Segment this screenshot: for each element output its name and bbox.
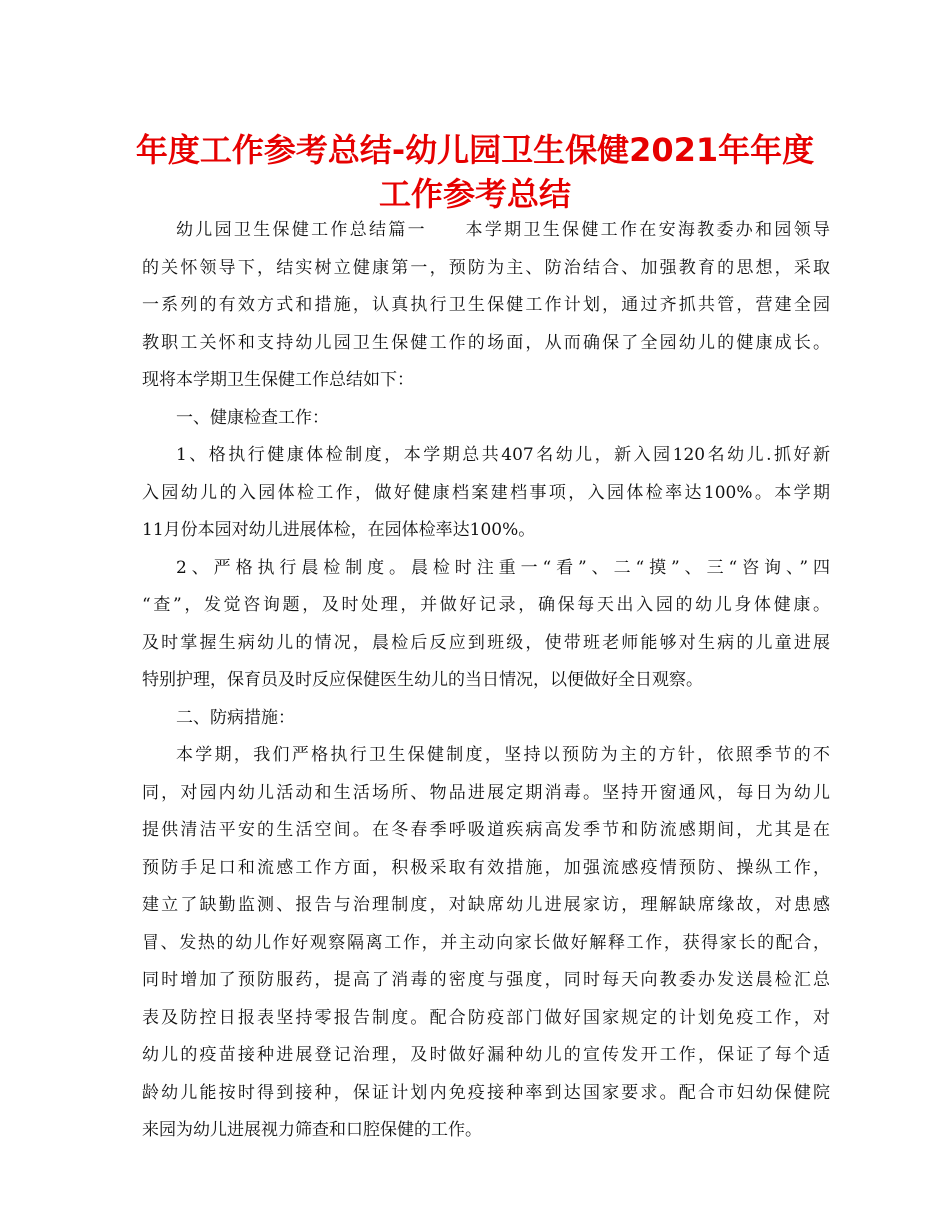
- body-line: 来园为幼儿进展视力筛查和口腔保健的工作。: [142, 1120, 482, 1140]
- body-line: 特别护理，保育员及时反应保健医生幼儿的当日情况，以便做好全日观察。: [142, 670, 703, 690]
- body-line: 同，对园内幼儿活动和生活场所、物品进展定期消毒。坚持开窗通风，每日为幼儿: [142, 782, 830, 803]
- body-line: 教职工关怀和支持幼儿园卫生保健工作的场面，从而确保了全园幼儿的健康成长。: [142, 332, 830, 353]
- body-line: 提供清洁平安的生活空间。在冬春季呼吸道疾病高发季节和防流感期间，尤其是在: [142, 820, 830, 840]
- body-line: 11月份本园对幼儿进展体检，在园体检率达100%。: [142, 520, 536, 540]
- body-line: 的关怀领导下，结实树立健康第一，预防为主、防治结合、加强教育的思想，采取: [142, 257, 830, 278]
- body-line: 及时掌握生病幼儿的情况，晨检后反应到班级，使带班老师能够对生病的儿童进展: [142, 632, 830, 653]
- body-line: 1、格执行健康体检制度，本学期总共407名幼儿，新入园120名幼儿.抓好新: [176, 445, 830, 465]
- section-heading: 一、健康检查工作：: [176, 407, 329, 428]
- body-line: “查”，发觉咨询题，及时处理，并做好记录，确保每天出入园的幼儿身体健康。: [142, 595, 830, 615]
- body-line: 表及防控日报表坚持零报告制度。配合防疫部门做好国家规定的计划免疫工作，对: [142, 1007, 830, 1028]
- body-line: 现将本学期卫生保健工作总结如下：: [142, 370, 414, 390]
- body-line: 本学期，我们严格执行卫生保健制度，坚持以预防为主的方针，依照季节的不: [176, 745, 830, 765]
- body-line: 2、严格执行晨检制度。晨检时注重一“看”、二“摸”、三“咨询、”四: [176, 557, 830, 578]
- body-line: 冒、发热的幼儿作好观察隔离工作，并主动向家长做好解释工作，获得家长的配合，: [142, 932, 830, 953]
- document-title-line-2: 工作参考总结: [378, 175, 571, 213]
- body-line: 预防手足口和流感工作方面，积极采取有效措施，加强流感疫情预防、操纵工作，: [142, 857, 830, 878]
- body-line: 同时增加了预防服药，提高了消毒的密度与强度，同时每天向教委办发送晨检汇总: [142, 970, 830, 990]
- section-heading: 二、防病措施：: [176, 707, 295, 728]
- body-line: 幼儿园卫生保健工作总结篇一 本学期卫生保健工作在安海教委办和园领导: [176, 220, 830, 240]
- body-line: 幼儿的疫苗接种进展登记治理，及时做好漏种幼儿的宣传发开工作，保证了每个适: [142, 1045, 830, 1065]
- document-body: [142, 212, 830, 1150]
- body-line: 入园幼儿的入园体检工作，做好健康档案建档事项，入园体检率达100%。本学期: [142, 482, 830, 503]
- body-line: 一系列的有效方式和措施，认真执行卫生保健工作计划，通过齐抓共管，营建全园: [142, 295, 830, 315]
- body-line: 龄幼儿能按时得到接种，保证计划内免疫接种率到达国家要求。配合市妇幼保健院: [142, 1082, 830, 1103]
- document-title-line-1: 年度工作参考总结-幼儿园卫生保健2021年年度: [135, 131, 815, 169]
- body-line: 建立了缺勤监测、报告与治理制度，对缺席幼儿进展家访，理解缺席缘故，对患感: [142, 895, 830, 915]
